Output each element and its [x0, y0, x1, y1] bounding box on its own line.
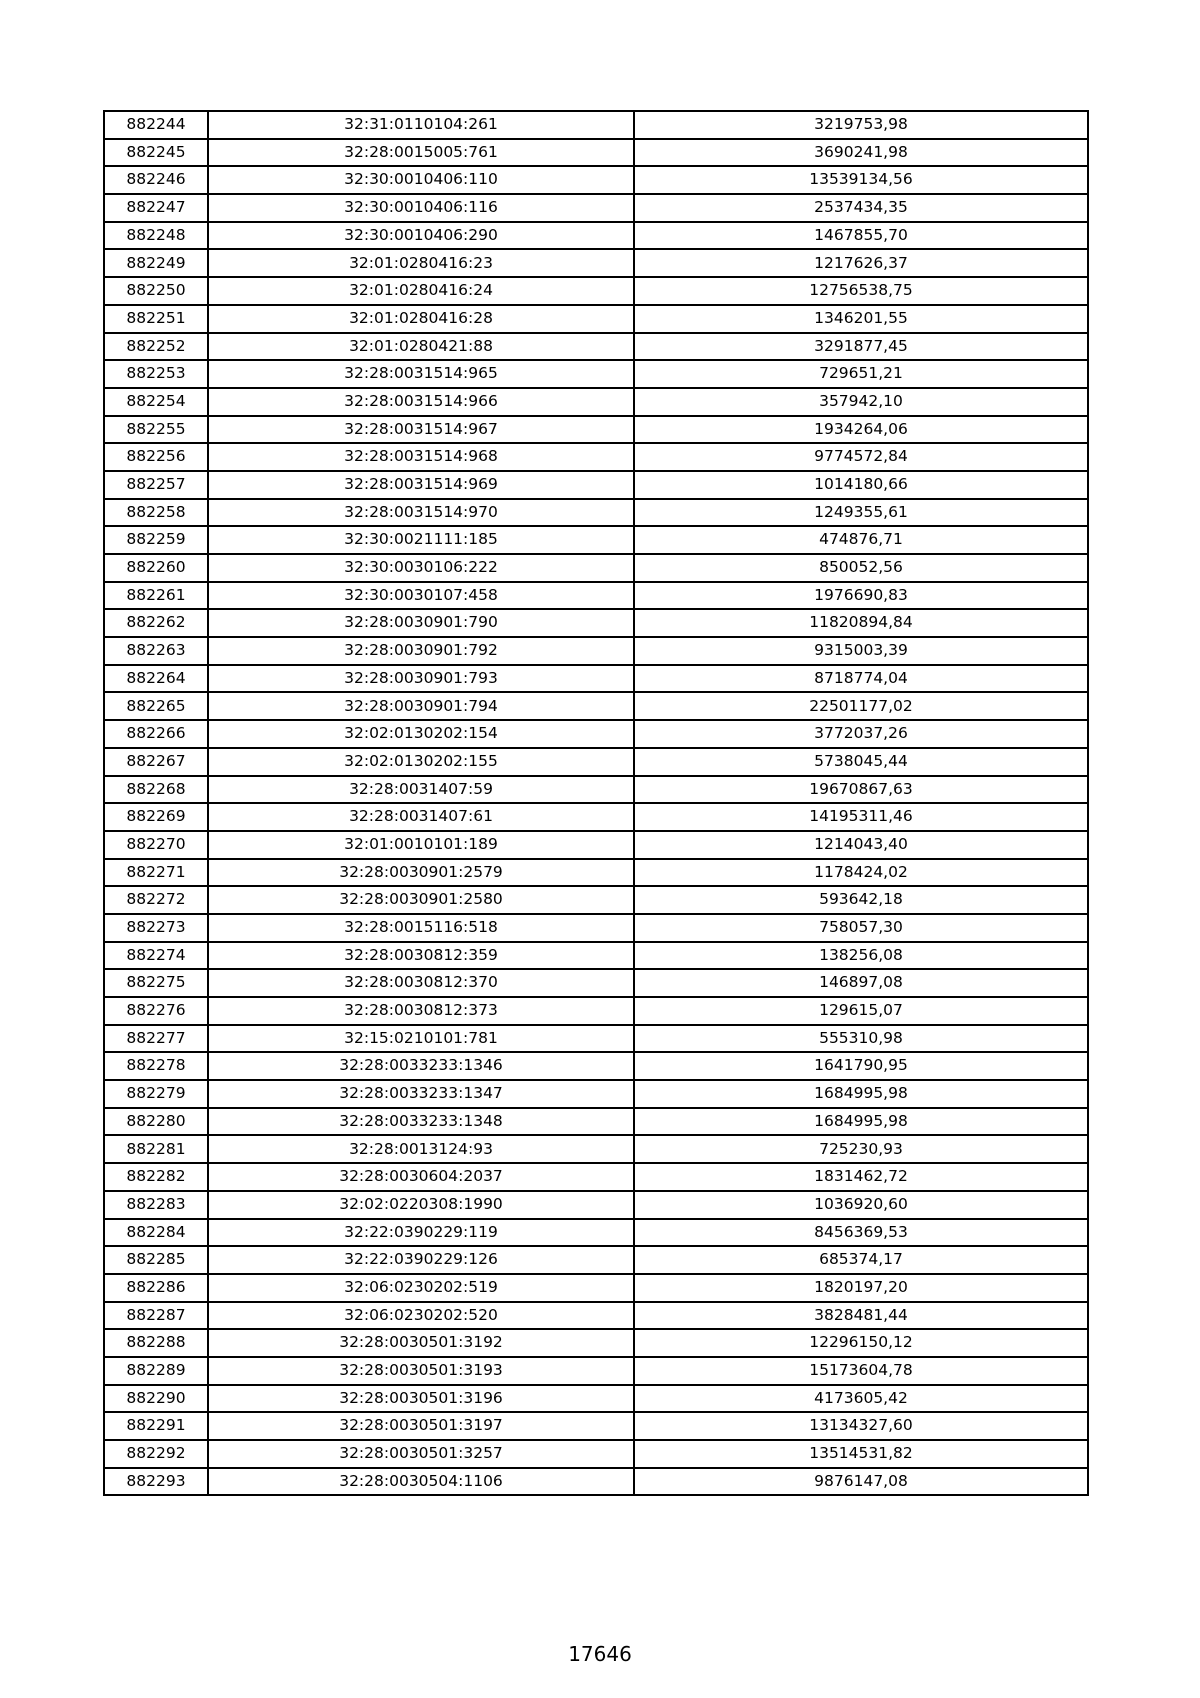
value-cell: 9876147,08	[634, 1468, 1088, 1496]
row-number-cell: 882262	[104, 609, 208, 637]
table-row	[104, 1052, 1088, 1080]
cadastral-number-cell: 32:28:0033233:1347	[208, 1080, 634, 1108]
cadastral-number-cell: 32:28:0030604:2037	[208, 1163, 634, 1191]
table-row	[104, 111, 1088, 139]
row-number-cell: 882289	[104, 1357, 208, 1385]
value-cell: 13539134,56	[634, 166, 1088, 194]
table-row	[104, 1025, 1088, 1053]
row-number-cell: 882261	[104, 582, 208, 610]
value-cell: 8718774,04	[634, 665, 1088, 693]
value-cell: 9315003,39	[634, 637, 1088, 665]
value-cell: 593642,18	[634, 886, 1088, 914]
value-cell: 1217626,37	[634, 249, 1088, 277]
row-number-cell: 882248	[104, 222, 208, 250]
cadastral-number-cell: 32:28:0030901:2580	[208, 886, 634, 914]
table-row	[104, 416, 1088, 444]
row-number-cell: 882263	[104, 637, 208, 665]
value-cell: 9774572,84	[634, 443, 1088, 471]
cadastral-number-cell: 32:06:0230202:520	[208, 1302, 634, 1330]
value-cell: 1934264,06	[634, 416, 1088, 444]
cadastral-number-cell: 32:28:0030901:793	[208, 665, 634, 693]
row-number-cell: 882252	[104, 333, 208, 361]
table-row	[104, 333, 1088, 361]
row-number-cell: 882274	[104, 942, 208, 970]
row-number-cell: 882282	[104, 1163, 208, 1191]
cadastral-number-cell: 32:01:0280421:88	[208, 333, 634, 361]
cadastral-number-cell: 32:28:0031514:969	[208, 471, 634, 499]
value-cell: 1684995,98	[634, 1080, 1088, 1108]
value-cell: 13514531,82	[634, 1440, 1088, 1468]
table-row	[104, 1108, 1088, 1136]
table-row	[104, 1412, 1088, 1440]
table-row	[104, 914, 1088, 942]
cadastral-number-cell: 32:28:0030901:792	[208, 637, 634, 665]
cadastral-number-cell: 32:22:0390229:119	[208, 1219, 634, 1247]
row-number-cell: 882280	[104, 1108, 208, 1136]
value-cell: 555310,98	[634, 1025, 1088, 1053]
value-cell: 1641790,95	[634, 1052, 1088, 1080]
row-number-cell: 882253	[104, 360, 208, 388]
cadastral-number-cell: 32:28:0030501:3193	[208, 1357, 634, 1385]
cadastral-number-cell: 32:30:0010406:116	[208, 194, 634, 222]
cadastral-number-cell: 32:28:0031407:59	[208, 776, 634, 804]
row-number-cell: 882272	[104, 886, 208, 914]
table-row	[104, 1274, 1088, 1302]
value-cell: 1014180,66	[634, 471, 1088, 499]
row-number-cell: 882273	[104, 914, 208, 942]
value-cell: 474876,71	[634, 526, 1088, 554]
value-cell: 1214043,40	[634, 831, 1088, 859]
row-number-cell: 882270	[104, 831, 208, 859]
table-row	[104, 1219, 1088, 1247]
cadastral-number-cell: 32:30:0010406:110	[208, 166, 634, 194]
cadastral-number-cell: 32:01:0280416:23	[208, 249, 634, 277]
row-number-cell: 882259	[104, 526, 208, 554]
value-cell: 1820197,20	[634, 1274, 1088, 1302]
value-cell: 3690241,98	[634, 139, 1088, 167]
value-cell: 2537434,35	[634, 194, 1088, 222]
table-row	[104, 222, 1088, 250]
value-cell: 3291877,45	[634, 333, 1088, 361]
cadastral-number-cell: 32:28:0013124:93	[208, 1135, 634, 1163]
cadastral-number-cell: 32:28:0030812:359	[208, 942, 634, 970]
row-number-cell: 882276	[104, 997, 208, 1025]
row-number-cell: 882255	[104, 416, 208, 444]
cadastral-number-cell: 32:30:0010406:290	[208, 222, 634, 250]
value-cell: 12296150,12	[634, 1329, 1088, 1357]
table-row	[104, 803, 1088, 831]
row-number-cell: 882250	[104, 277, 208, 305]
value-cell: 138256,08	[634, 942, 1088, 970]
value-cell: 1249355,61	[634, 499, 1088, 527]
value-cell: 850052,56	[634, 554, 1088, 582]
table-row	[104, 776, 1088, 804]
row-number-cell: 882247	[104, 194, 208, 222]
value-cell: 1684995,98	[634, 1108, 1088, 1136]
cadastral-number-cell: 32:31:0110104:261	[208, 111, 634, 139]
row-number-cell: 882291	[104, 1412, 208, 1440]
value-cell: 12756538,75	[634, 277, 1088, 305]
cadastral-number-cell: 32:28:0030501:3197	[208, 1412, 634, 1440]
value-cell: 15173604,78	[634, 1357, 1088, 1385]
value-cell: 725230,93	[634, 1135, 1088, 1163]
row-number-cell: 882265	[104, 692, 208, 720]
value-cell: 1976690,83	[634, 582, 1088, 610]
table-row	[104, 609, 1088, 637]
row-number-cell: 882258	[104, 499, 208, 527]
row-number-cell: 882277	[104, 1025, 208, 1053]
value-cell: 1036920,60	[634, 1191, 1088, 1219]
table-row	[104, 139, 1088, 167]
table-row	[104, 1468, 1088, 1496]
cadastral-number-cell: 32:30:0030106:222	[208, 554, 634, 582]
table-row	[104, 194, 1088, 222]
cadastral-number-cell: 32:28:0030901:790	[208, 609, 634, 637]
value-cell: 758057,30	[634, 914, 1088, 942]
cadastral-number-cell: 32:28:0030812:373	[208, 997, 634, 1025]
table-row	[104, 1246, 1088, 1274]
row-number-cell: 882283	[104, 1191, 208, 1219]
cadastral-number-cell: 32:28:0030501:3196	[208, 1385, 634, 1413]
cadastral-number-cell: 32:28:0031514:970	[208, 499, 634, 527]
cadastral-number-cell: 32:28:0015116:518	[208, 914, 634, 942]
cadastral-number-cell: 32:28:0031514:965	[208, 360, 634, 388]
value-cell: 3772037,26	[634, 720, 1088, 748]
row-number-cell: 882244	[104, 111, 208, 139]
value-cell: 5738045,44	[634, 748, 1088, 776]
table-row	[104, 1385, 1088, 1413]
table-row	[104, 1080, 1088, 1108]
value-cell: 19670867,63	[634, 776, 1088, 804]
value-cell: 685374,17	[634, 1246, 1088, 1274]
table-row	[104, 665, 1088, 693]
table-row	[104, 582, 1088, 610]
table-row	[104, 305, 1088, 333]
row-number-cell: 882251	[104, 305, 208, 333]
value-cell: 146897,08	[634, 969, 1088, 997]
cadastral-number-cell: 32:28:0031407:61	[208, 803, 634, 831]
table-row	[104, 748, 1088, 776]
table-row	[104, 526, 1088, 554]
row-number-cell: 882275	[104, 969, 208, 997]
cadastral-value-table	[103, 110, 1089, 1496]
value-cell: 13134327,60	[634, 1412, 1088, 1440]
row-number-cell: 882286	[104, 1274, 208, 1302]
value-cell: 11820894,84	[634, 609, 1088, 637]
cadastral-number-cell: 32:28:0031514:966	[208, 388, 634, 416]
table-row	[104, 637, 1088, 665]
row-number-cell: 882267	[104, 748, 208, 776]
row-number-cell: 882269	[104, 803, 208, 831]
cadastral-number-cell: 32:02:0130202:154	[208, 720, 634, 748]
row-number-cell: 882278	[104, 1052, 208, 1080]
row-number-cell: 882257	[104, 471, 208, 499]
table-row	[104, 360, 1088, 388]
row-number-cell: 882293	[104, 1468, 208, 1496]
value-cell: 1178424,02	[634, 859, 1088, 887]
value-cell: 357942,10	[634, 388, 1088, 416]
table-row	[104, 831, 1088, 859]
cadastral-number-cell: 32:28:0030812:370	[208, 969, 634, 997]
cadastral-number-cell: 32:06:0230202:519	[208, 1274, 634, 1302]
table-row	[104, 554, 1088, 582]
table-row	[104, 942, 1088, 970]
value-cell: 3219753,98	[634, 111, 1088, 139]
table-row	[104, 249, 1088, 277]
cadastral-number-cell: 32:01:0280416:28	[208, 305, 634, 333]
cadastral-number-cell: 32:02:0220308:1990	[208, 1191, 634, 1219]
value-cell: 1831462,72	[634, 1163, 1088, 1191]
cadastral-number-cell: 32:28:0033233:1348	[208, 1108, 634, 1136]
cadastral-number-cell: 32:28:0030504:1106	[208, 1468, 634, 1496]
row-number-cell: 882284	[104, 1219, 208, 1247]
row-number-cell: 882254	[104, 388, 208, 416]
cadastral-number-cell: 32:30:0021111:185	[208, 526, 634, 554]
value-cell: 8456369,53	[634, 1219, 1088, 1247]
cadastral-number-cell: 32:22:0390229:126	[208, 1246, 634, 1274]
cadastral-number-cell: 32:28:0031514:967	[208, 416, 634, 444]
table-row	[104, 471, 1088, 499]
cadastral-number-cell: 32:28:0015005:761	[208, 139, 634, 167]
table-row	[104, 969, 1088, 997]
row-number-cell: 882264	[104, 665, 208, 693]
value-cell: 1346201,55	[634, 305, 1088, 333]
cadastral-number-cell: 32:28:0030901:794	[208, 692, 634, 720]
table-body	[104, 111, 1088, 1495]
row-number-cell: 882266	[104, 720, 208, 748]
row-number-cell: 882260	[104, 554, 208, 582]
row-number-cell: 882245	[104, 139, 208, 167]
table-row	[104, 1163, 1088, 1191]
value-cell: 14195311,46	[634, 803, 1088, 831]
row-number-cell: 882246	[104, 166, 208, 194]
table-row	[104, 859, 1088, 887]
value-cell: 3828481,44	[634, 1302, 1088, 1330]
row-number-cell: 882268	[104, 776, 208, 804]
table-row	[104, 720, 1088, 748]
cadastral-number-cell: 32:01:0280416:24	[208, 277, 634, 305]
cadastral-number-cell: 32:02:0130202:155	[208, 748, 634, 776]
table-row	[104, 1357, 1088, 1385]
row-number-cell: 882287	[104, 1302, 208, 1330]
table-row	[104, 1440, 1088, 1468]
table-row	[104, 499, 1088, 527]
table-row	[104, 1135, 1088, 1163]
value-cell: 129615,07	[634, 997, 1088, 1025]
table-row	[104, 166, 1088, 194]
cadastral-number-cell: 32:28:0030501:3192	[208, 1329, 634, 1357]
row-number-cell: 882288	[104, 1329, 208, 1357]
row-number-cell: 882249	[104, 249, 208, 277]
table-row	[104, 388, 1088, 416]
cadastral-number-cell: 32:28:0033233:1346	[208, 1052, 634, 1080]
row-number-cell: 882279	[104, 1080, 208, 1108]
table-row	[104, 1329, 1088, 1357]
cadastral-number-cell: 32:15:0210101:781	[208, 1025, 634, 1053]
table-row	[104, 886, 1088, 914]
row-number-cell: 882281	[104, 1135, 208, 1163]
cadastral-number-cell: 32:28:0030901:2579	[208, 859, 634, 887]
row-number-cell: 882256	[104, 443, 208, 471]
table-row	[104, 1191, 1088, 1219]
row-number-cell: 882292	[104, 1440, 208, 1468]
cadastral-number-cell: 32:01:0010101:189	[208, 831, 634, 859]
value-cell: 22501177,02	[634, 692, 1088, 720]
table-row	[104, 443, 1088, 471]
table-row	[104, 692, 1088, 720]
value-cell: 4173605,42	[634, 1385, 1088, 1413]
value-cell: 1467855,70	[634, 222, 1088, 250]
table-row	[104, 277, 1088, 305]
cadastral-number-cell: 32:28:0030501:3257	[208, 1440, 634, 1468]
table-row	[104, 1302, 1088, 1330]
cadastral-number-cell: 32:30:0030107:458	[208, 582, 634, 610]
row-number-cell: 882290	[104, 1385, 208, 1413]
row-number-cell: 882285	[104, 1246, 208, 1274]
value-cell: 729651,21	[634, 360, 1088, 388]
page-number: 17646	[568, 1642, 632, 1666]
table-row	[104, 997, 1088, 1025]
cadastral-number-cell: 32:28:0031514:968	[208, 443, 634, 471]
row-number-cell: 882271	[104, 859, 208, 887]
